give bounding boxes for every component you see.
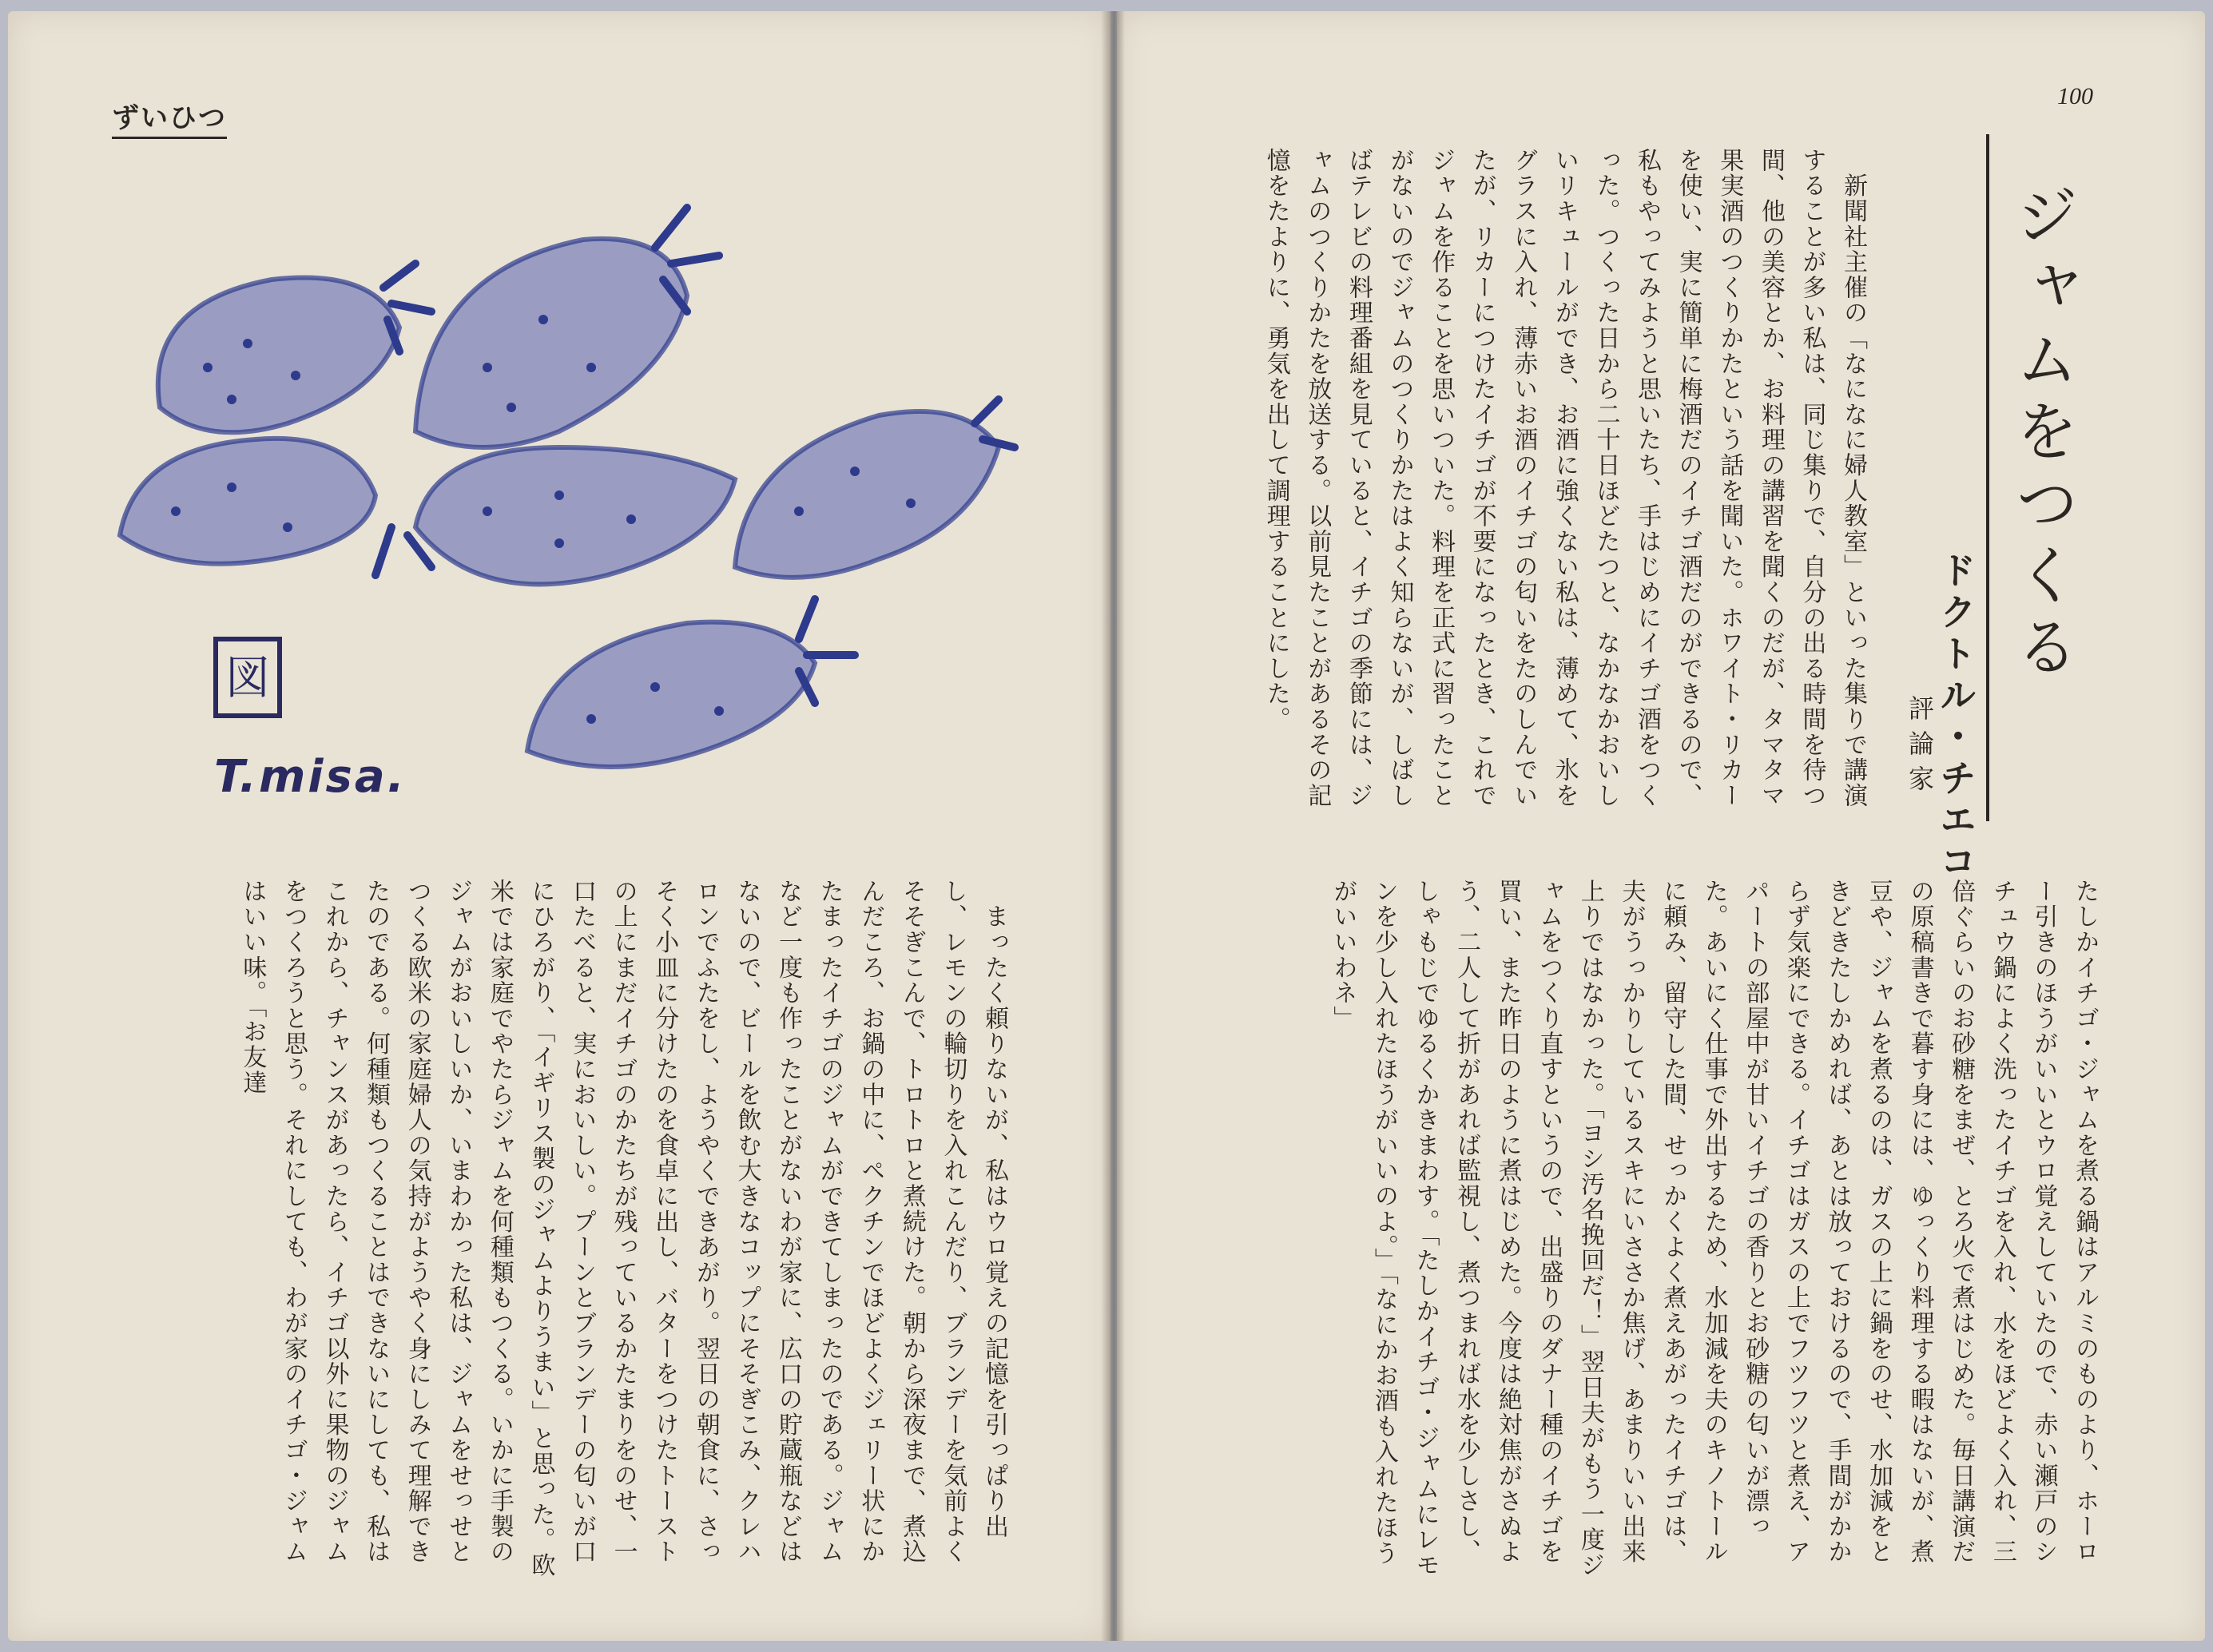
page-number: 100: [2057, 83, 2093, 109]
author-name: ドクトル・チエコ: [1934, 551, 1977, 884]
right-page-upper-text: [1202, 148, 1873, 819]
strawberry-4: [415, 447, 735, 584]
section-label: ずいひつ: [112, 96, 227, 139]
strawberry-6: [527, 622, 815, 767]
article-title: ジャムをつくる: [2004, 182, 2079, 685]
strawberry-2: [120, 439, 375, 564]
left-page-lower-text: [112, 879, 1015, 1582]
paragraph: 新聞社主催の「なになに婦人教室」といった集りで講演することが多い私は、同じ集りで、自分の出る時間を待つ間、他の美容とか、お料理の講習を聞くのだが、タマタマ果実酒のつくりかたという話を聞いた。ホワイト・リカーを使い、実に簡単に梅酒だのイチゴ酒だのができるので、私もやってみようと思いたち、手はじめにイチゴ酒をつくった。つくった日から二十日ほどたつと、なかなかおいしいリキュールができ、お酒に強くない私は、薄めて、氷をグラスに入れ、薄赤いお酒のイチゴの匂いをたのしんでいたが、リカーにつけたイチゴが不要になったとき、これでジャムを作ることを思いついた。料理を正式に習ったことがないのでジャムのつくりかたはよく知らないが、しばしばテレビの料理番組を見ていると、イチゴの季節には、ジャムのつくりかたを放送する。以前見たことがあるその記憶をたよりに、勇気を出して調理することにした。: [1261, 148, 1867, 808]
paragraph: まったく頼りないが、私はウロ覚えの記憶を引っぱり出し、レモンの輪切りを入れこんだり、ブランデーを気前よくそそぎこんで、トロトロと煮続けた。朝から深夜まで、煮込んだころ、お鍋の中に、ペクチンでほどよくジェリー状にかたまったイチゴのジャムができてしまったのである。ジャムなど一度も作ったことがないわが家に、広口の貯蔵瓶などはないので、ビールを飲む大きなコップにそそぎこみ、クレハロンでふたをし、ようやくできあがり。翌日の朝食に、さっそく小皿に分けたのを食卓に出し、バターをつけたトーストの上にまだイチゴのかたちが残っているかたまりをのせ、一口たべると、実においしい。プーンとブランデーの匂いが口にひろがり、「イギリス製のジャムよりうまい」と思った。欧米では家庭でやたらジャムを何種類もつくる。いかに手製のジャムがおいしいか、いまわかった私は、ジャムをせっせとつくる欧米の家庭婦人の気持がようやく身にしみて理解できたのである。何種類もつくることはできないにしても、私はこれから、チャンスがあったら、イチゴ以外に果物のジャムをつくろうと思う。それにしても、わが家のイチゴ・ジャムはいい味。「お友達: [238, 879, 1008, 1579]
artist-seal: [216, 639, 280, 716]
strawberry-3: [415, 239, 687, 447]
paragraph: たしかイチゴ・ジャムを煮る鍋はアルミのものより、ホーロー引きのほうがいいとウロ覚えしていたので、赤い瀬戸のシチュウ鍋によく洗ったイチゴを入れ、水をほどよく入れ、三倍ぐらいのお砂糖をまぜ、とろ火で煮はじめた。毎日講演だの原稿書きで暮す身には、ゆっくり料理する暇はないが、煮豆や、ジャムを煮るのは、ガスの上に鍋をのせ、水加減をときどきたしかめれば、あとは放っておけるので、手間がかからず気楽にできる。イチゴはガスの上でフツフツと煮え、アパートの部屋中が甘いイチゴの香りとお砂糖の匂いが漂った。あいにく仕事で外出するため、水加減を夫のキノトールに頼み、留守した間、せっかくよく煮えあがったイチゴは、夫がうっかりしているスキにいささか焦げ、あまりいい出来上りではなかった。「ヨシ汚名挽回だ！」翌日夫がもう一度ジャムをつくり直すというので、出盛りのダナー種のイチゴを買い、また昨日のように煮はじめた。今度は絶対焦がさぬよう、二人して折があれば監視し、煮つまれば水を少しさし、しゃもじでゆるくかきまわす。「たしかイチゴ・ジャムにレモンを少し入れたほうがいいのよ。」「なにかお酒も入れたほうがいいわネ」: [1329, 879, 2099, 1579]
right-page-lower-text: [1202, 879, 2105, 1582]
strawberry-1: [158, 278, 399, 433]
author-title: 評論家: [1905, 695, 1935, 800]
strawberries-illustration: [112, 192, 1023, 831]
book-gutter: [1101, 11, 1125, 1641]
strawberry-5: [735, 411, 999, 578]
title-rule: [1986, 134, 1989, 821]
svg-text:図: 図: [225, 653, 270, 705]
artist-signature: T.misa.: [214, 751, 407, 803]
